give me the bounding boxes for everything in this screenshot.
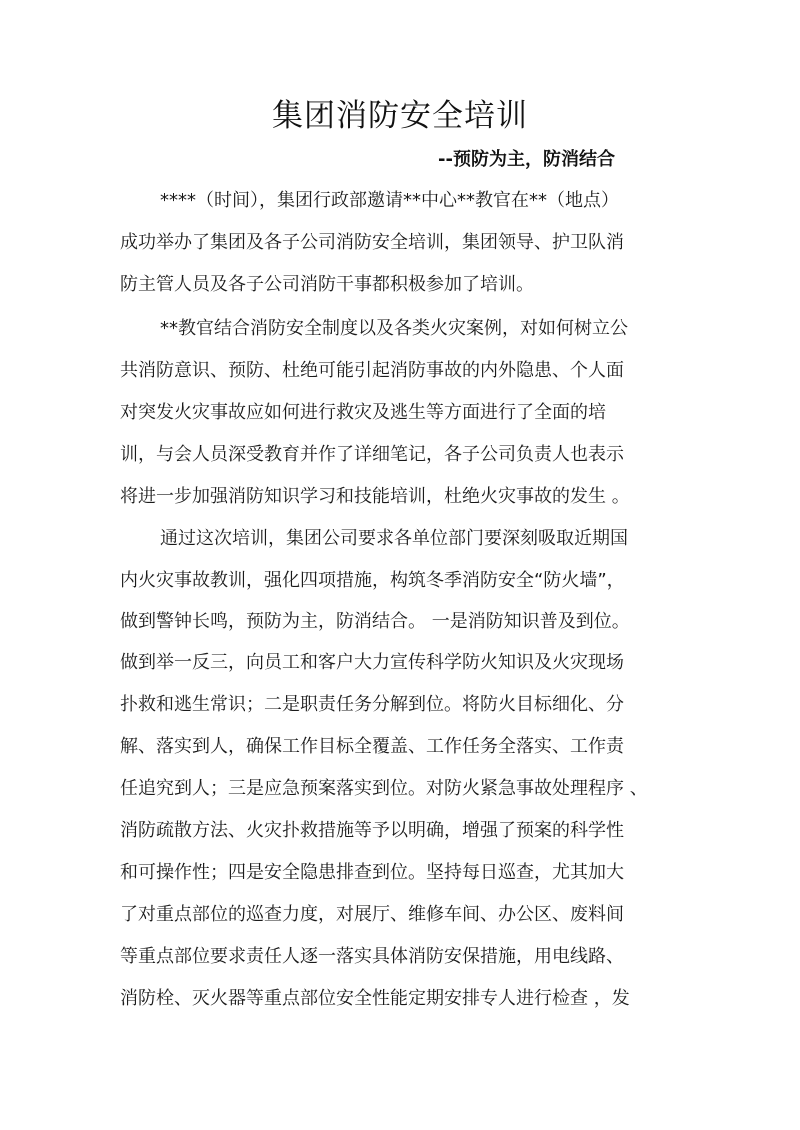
paragraph-line: 成功举办了集团及各子公司消防安全培训，集团领导、护卫队消 [120, 232, 624, 253]
paragraph-line: 了对重点部位的巡查力度，对展厅、维修车间、办公区、废料间 [120, 904, 624, 925]
paragraph-line: 任追究到人；三是应急预案落实到位。对防火紧急事故处理程序 、 [120, 778, 648, 799]
paragraph-line: 内火灾事故教训，强化四项措施，构筑冬季消防安全“防火墙”， [120, 570, 625, 591]
paragraph-line: 对突发火灾事故应如何进行救灾及逃生等方面进行了全面的培 [120, 402, 606, 423]
paragraph-line: 做到警钟长鸣，预防为主，防消结合。 一是消防知识普及到位。 [120, 611, 630, 632]
paragraph-line: 通过这次培训，集团公司要求各单位部门要深刻吸取近期国 [160, 528, 628, 549]
paragraph-line: 共消防意识、预防、杜绝可能引起消防事故的内外隐患、个人面 [120, 360, 624, 381]
paragraph-line: 解、落实到人，确保工作目标全覆盖、工作任务全落实、工作责 [120, 736, 624, 757]
paragraph-line: 将进一步加强消防知识学习和技能培训，杜绝火灾事故的发生 。 [120, 486, 630, 507]
paragraph-line: 和可操作性；四是安全隐患排查到位。坚持每日巡查，尤其加大 [120, 862, 624, 883]
paragraph-line: 训，与会人员深受教育并作了详细笔记，各子公司负责人也表示 [120, 444, 624, 465]
document-title: 集团消防安全培训 [272, 98, 528, 134]
document-subtitle: --预防为主，防消结合 [438, 149, 615, 170]
paragraph-line: 做到举一反三，向员工和客户大力宣传科学防火知识及火灾现场 [120, 652, 624, 673]
paragraph-line: 消防栓、灭火器等重点部位安全性能定期安排专人进行检查 ，发 [120, 988, 630, 1009]
paragraph-line: ****（时间），集团行政部邀请**中心**教官在**（地点） [160, 190, 619, 211]
paragraph-line: 等重点部位要求责任人逐一落实具体消防安保措施，用电线路、 [120, 946, 624, 967]
paragraph-line: **教官结合消防安全制度以及各类火灾案例，对如何树立公 [160, 318, 628, 339]
paragraph-line: 消防疏散方法、火灾扑救措施等予以明确，增强了预案的科学性 [120, 820, 624, 841]
paragraph-line: 扑救和逃生常识；二是职责任务分解到位。将防火目标细化、分 [120, 694, 624, 715]
paragraph-line: 防主管人员及各子公司消防干事都积极参加了培训。 [120, 274, 534, 295]
